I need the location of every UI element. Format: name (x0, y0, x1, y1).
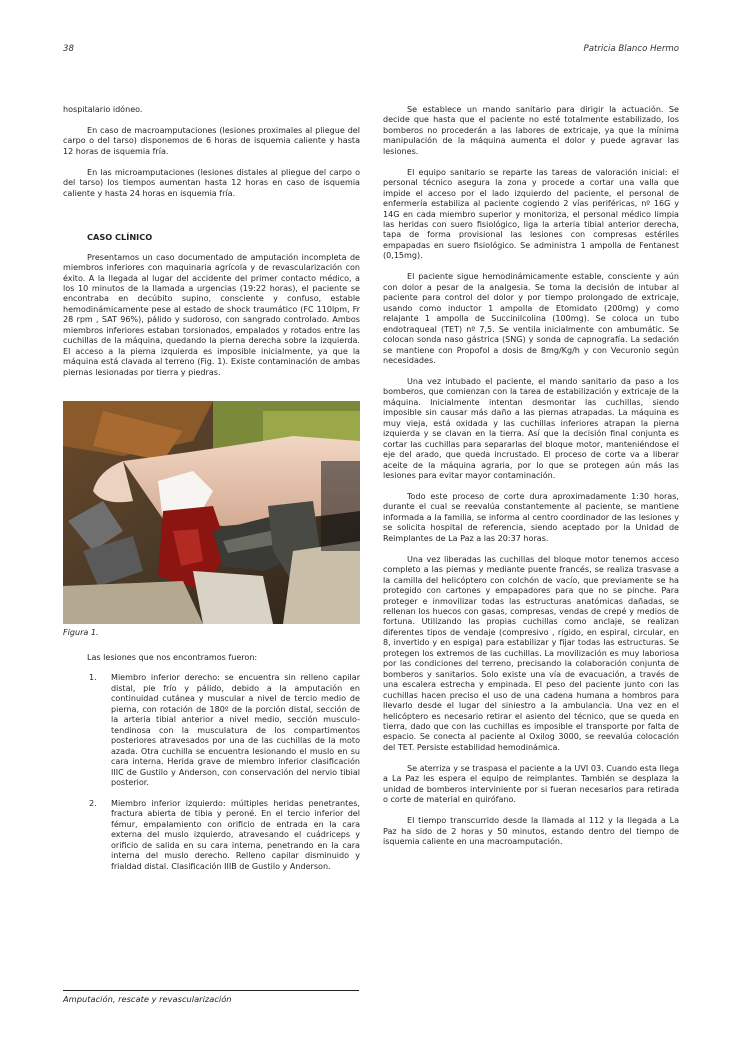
figure-caption: Figura 1. (63, 628, 99, 638)
figure-1-photo (63, 401, 360, 624)
paragraph: En caso de macroamputaciones (lesiones proximales al pliegue del carpo o del tarso) disponemos de 6 horas de isquemia caliente y hasta 12 horas de isquemia fría. (63, 125, 360, 156)
list-item-number: 2. (89, 798, 97, 808)
list-item-text: Miembro inferior derecho: se encuentra sin relleno capilar distal, pie frío y pálido, debido a la amputación en continuidad cutánea y muscular a nivel de tercio medio de pierna, con rotación de 180º de la porción distal, sección de la arteria tibial anterior a nivel medio, sección musculo-tendinosa con la musculatura de los compartimentos posteriores atravesados por una de las cuchillas de la moto azada. Otra cuchilla se encuentra lesionando el muslo en su cara interna. Herida grave de miembro inferior clasificación IIIC de Gustilo y Anderson, con conservación del nervio tibial posterior. (111, 673, 360, 787)
list-item-text: Miembro inferior izquierdo: múltiples heridas penetrantes, fractura abierta de tibia y peroné. En el tercio inferior del fémur, empalamiento con orificio de entrada en la cara externa del muslo izquierdo, atravesando el cuádriceps y orificio de salida en su cara interna, penetrando en la cara interna del muslo derecho. Relleno capilar disminuido y frialdad distal. Clasificación IIIB de Gustilo y Anderson. (111, 798, 360, 871)
section-heading: CASO CLÍNICO (87, 232, 153, 243)
list-item (63, 673, 360, 788)
paragraph: Las lesiones que nos encontramos fueron: (87, 652, 258, 662)
lesion-list (63, 673, 360, 872)
paragraph: Presentamos un caso documentado de amputación incompleta de miembros inferiores con maquinaria agrícola y de revascularización con éxito. A la llegada al lugar del accidente del primer contacto médico, a los 10 minutos de la llamada a urgencias (19:22 horas), el paciente se encontraba en decúbito supino, consciente y confuso, estable hemodinámicamente pese al estado de shock traumático (FC 110lpm, Fr 28 rpm , SAT 96%), pálido y sudoroso, con sangrado controlado. Ambos miembros inferiores estaban torsionados, empalados y rotados entre las cuchillas de la máquina, quedando la pierna derecha sobre la izquierda. El acceso a la pierna izquierda es imposible inicialmente, ya que la máquina está clavada al terreno (Fig. 1). Existe contaminación de ambas piernas lesionadas por tierra y piedras. (63, 252, 360, 377)
list-item-number: 1. (89, 673, 97, 683)
running-footer-title: Amputación, rescate y revascularización (63, 994, 232, 1004)
left-column (63, 105, 360, 883)
paragraph: Todo este proceso de corte dura aproximadamente 1:30 horas, durante el cual se reevalúa constantemente al paciente, se mantiene informada a la familia, se informa al centro coordinador de las lesiones y se solicita hospital de referencia, siendo aceptado por la Unidad de Reimplantes de La Paz a las 20:37 horas. (383, 491, 679, 543)
paragraph: Una vez liberadas las cuchillas del bloque motor tenemos acceso completo a las piernas y mediante puente francés, se realiza trasvase a la camilla del helicóptero con colchón de vacío, que previamente se ha protegido con cartones y empapadores para que no se pinche. Para proteger e inmovilizar todas las estructuras anatómicas dañadas, se rellenan los huecos con gasas, compresas, vendas de crepé y medios de fortuna. Utilizando las propias cuchillas como anclaje, se realizan diferentes tipos de vendaje (compresivo , rígido, en espiral, circular, en 8, invertido y en espiga) para estabilizar y fijar todas las estructuras. Se protegen los extremos de las cuchillas. La movilización es muy laboriosa por las condiciones del terreno, precisando la colaboración conjunta de bomberos y sanitarios. Solo existe una vía de evacuación, a través de una escalera estrecha y empinada. El peso del paciente junto con las cuchillas hacen preciso el uso de una cadena humana a hombros para llevarlo desde el lugar del siniestro a la ambulancia. Una vez en el helicóptero es necesario retirar el asiento del técnico, que se queda en tierra, dado que con las cuchillas es imposible el transporte por falta de espacio. Se conecta al paciente al Oxilog 3000, se reevalúa colocación del TET. Persiste estabilidad hemodinámica. (383, 554, 679, 752)
list-item (63, 799, 360, 872)
paragraph: Una vez intubado el paciente, el mando sanitario da paso a los bomberos, que comienzan con la tarea de estabilización y extricaje de la máquina. Inicialmente intentan desmontar las cuchillas, siendo imposible sin causar más daño a las piernas atrapadas. La máquina es muy vieja, está oxidada y las cuchillas inferiores atrapan la pierna izquierda y se clavan en la tierra. Así que la decisión final conjunta es cortar las cuchillas para separarlas del bloque motor, manteniéndose el eje del arado, que queda incrustado. El proceso de corte va a liberar aceite de la máquina agraria, por lo que se protegen aún más las lesiones para evitar mayor contaminación. (383, 376, 679, 480)
paragraph: El equipo sanitario se reparte las tareas de valoración inicial: el personal técnico asegura la zona y procede a cortar una valla que impide el acceso por el lado izquierdo del paciente, el personal de enfermería estabiliza al paciente cogiendo 2 vías periféricas, nº 16G y 14G en cada miembro superior y monitoriza, el personal médico limpia las heridas con suero fisiológico, liga la arteria tibial anterior derecha, tapa de forma provisional las lesiones con compresas estériles empapadas en suero fisiológico. Se administra 1 ampolla de Fentanest (0,15mg). (383, 167, 679, 261)
page-number: 38 (63, 44, 74, 54)
paragraph: Se aterriza y se traspasa el paciente a la UVI 03. Cuando esta llega a La Paz les espera el equipo de reimplantes. También se desplaza la unidad de bomberos interviniente por si fueran necesarios para retirada o corte de material en quirófano. (383, 763, 679, 805)
paragraph: El paciente sigue hemodinámicamente estable, consciente y aún con dolor a pesar de la analgesia. Se toma la decisión de intubar al paciente para control del dolor y por tiempo prolongado de extricaje, usando como inductor 1 ampolla de Etomidato (200mg) y como relajante 1 ampolla de Succinilcolina (100mg). Se coloca un tubo endotraqueal (TET) nº 7,5. Se ventila inicialmente con ambumátic. Se colocan sonda naso gástrica (SNG) y sonda de capnografía. La sedación se mantiene con Propofol a dosis de 8mg/Kg/h y con Vecuronio según necesidades. (383, 272, 679, 365)
right-column (383, 105, 679, 858)
paragraph: El tiempo transcurrido desde la llamada al 112 y la llegada a La Paz ha sido de 2 horas y 50 minutos, estando dentro del tiempo de isquemia caliente en una macroamputación. (383, 816, 679, 847)
running-header-author: Patricia Blanco Hermo (583, 44, 679, 54)
paragraph: hospitalario idóneo. (63, 105, 143, 114)
paragraph: En las microamputaciones (lesiones distales al pliegue del carpo o del tarso) los tiempos aumentan hasta 12 horas en caso de isquemia caliente y hasta 24 horas en isquemia fría. (63, 167, 360, 198)
paragraph: Se establece un mando sanitario para dirigir la actuación. Se decide que hasta que el paciente no esté totalmente estabilizado, los bomberos no procederán a las labores de extricaje, ya que la mínima manipulación de la máquina aumenta el dolor y puede agravar las lesiones. (383, 105, 679, 156)
footer-rule (63, 990, 359, 991)
